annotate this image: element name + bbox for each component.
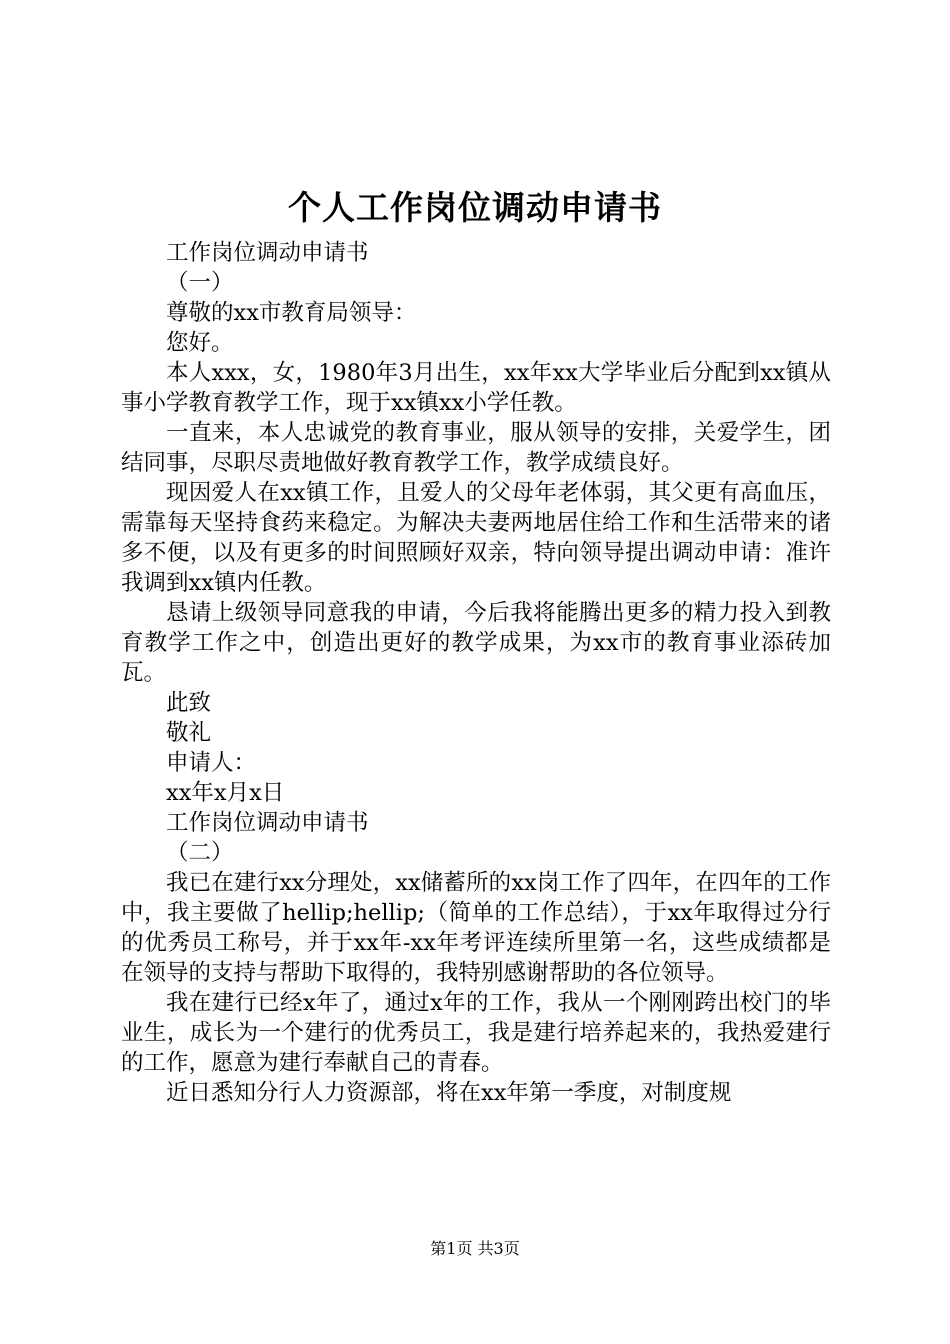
- closing-regards: 敬礼: [166, 720, 212, 746]
- section-heading: 工作岗位调动申请书: [166, 810, 369, 836]
- section-number: （二）: [166, 840, 234, 866]
- section-number: （一）: [166, 270, 234, 296]
- greeting: 您好。: [166, 330, 234, 356]
- body-paragraph: 近日悉知分行人力资源部，将在xx年第一季度，对制度规: [166, 1080, 732, 1106]
- body-paragraph: 本人xxx，女，1980年3月出生，xx年xx大学毕业后分配到xx镇从事小学教育教学工作，现于xx镇xx小学任教。: [121, 360, 831, 416]
- body-paragraph: 现因爱人在xx镇工作，且爱人的父母年老体弱，其父更有高血压，需靠每天坚持食药来稳定。为解决夫妻两地居住给工作和生活带来的诸多不便，以及有更多的时间照顾好双亲，特向领导提出调动申请：准许我调到xx镇内任教。: [121, 480, 831, 596]
- body-paragraph: 一直来，本人忠诚党的教育事业，服从领导的安排，关爱学生，团结同事，尽职尽责地做好教育教学工作，教学成绩良好。: [121, 420, 831, 476]
- closing: 此致: [166, 690, 212, 716]
- salutation: 尊敬的xx市教育局领导：: [166, 300, 417, 326]
- body-paragraph: 我已在建行xx分理处，xx储蓄所的xx岗工作了四年，在四年的工作中，我主要做了hellip;hellip;（简单的工作总结），于xx年取得过分行的优秀员工称号，并于xx年-xx年考评连续所里第一名，这些成绩都是在领导的支持与帮助下取得的，我特别感谢帮助的各位领导。: [121, 870, 831, 986]
- body-paragraph: 恳请上级领导同意我的申请，今后我将能腾出更多的精力投入到教育教学工作之中，创造出更好的教学成果，为xx市的教育事业添砖加瓦。: [121, 600, 831, 686]
- document-title: 个人工作岗位调动申请书: [288, 188, 662, 227]
- page-number-footer: 第1页 共3页: [430, 1239, 520, 1258]
- section-heading: 工作岗位调动申请书: [166, 240, 369, 266]
- body-paragraph: 我在建行已经x年了，通过x年的工作，我从一个刚刚跨出校门的毕业生，成长为一个建行的优秀员工，我是建行培养起来的，我热爱建行的工作，愿意为建行奉献自己的青春。: [121, 990, 831, 1076]
- date-line: xx年x月x日: [166, 780, 285, 806]
- document-body: [121, 238, 831, 1108]
- applicant-label: 申请人：: [166, 750, 257, 776]
